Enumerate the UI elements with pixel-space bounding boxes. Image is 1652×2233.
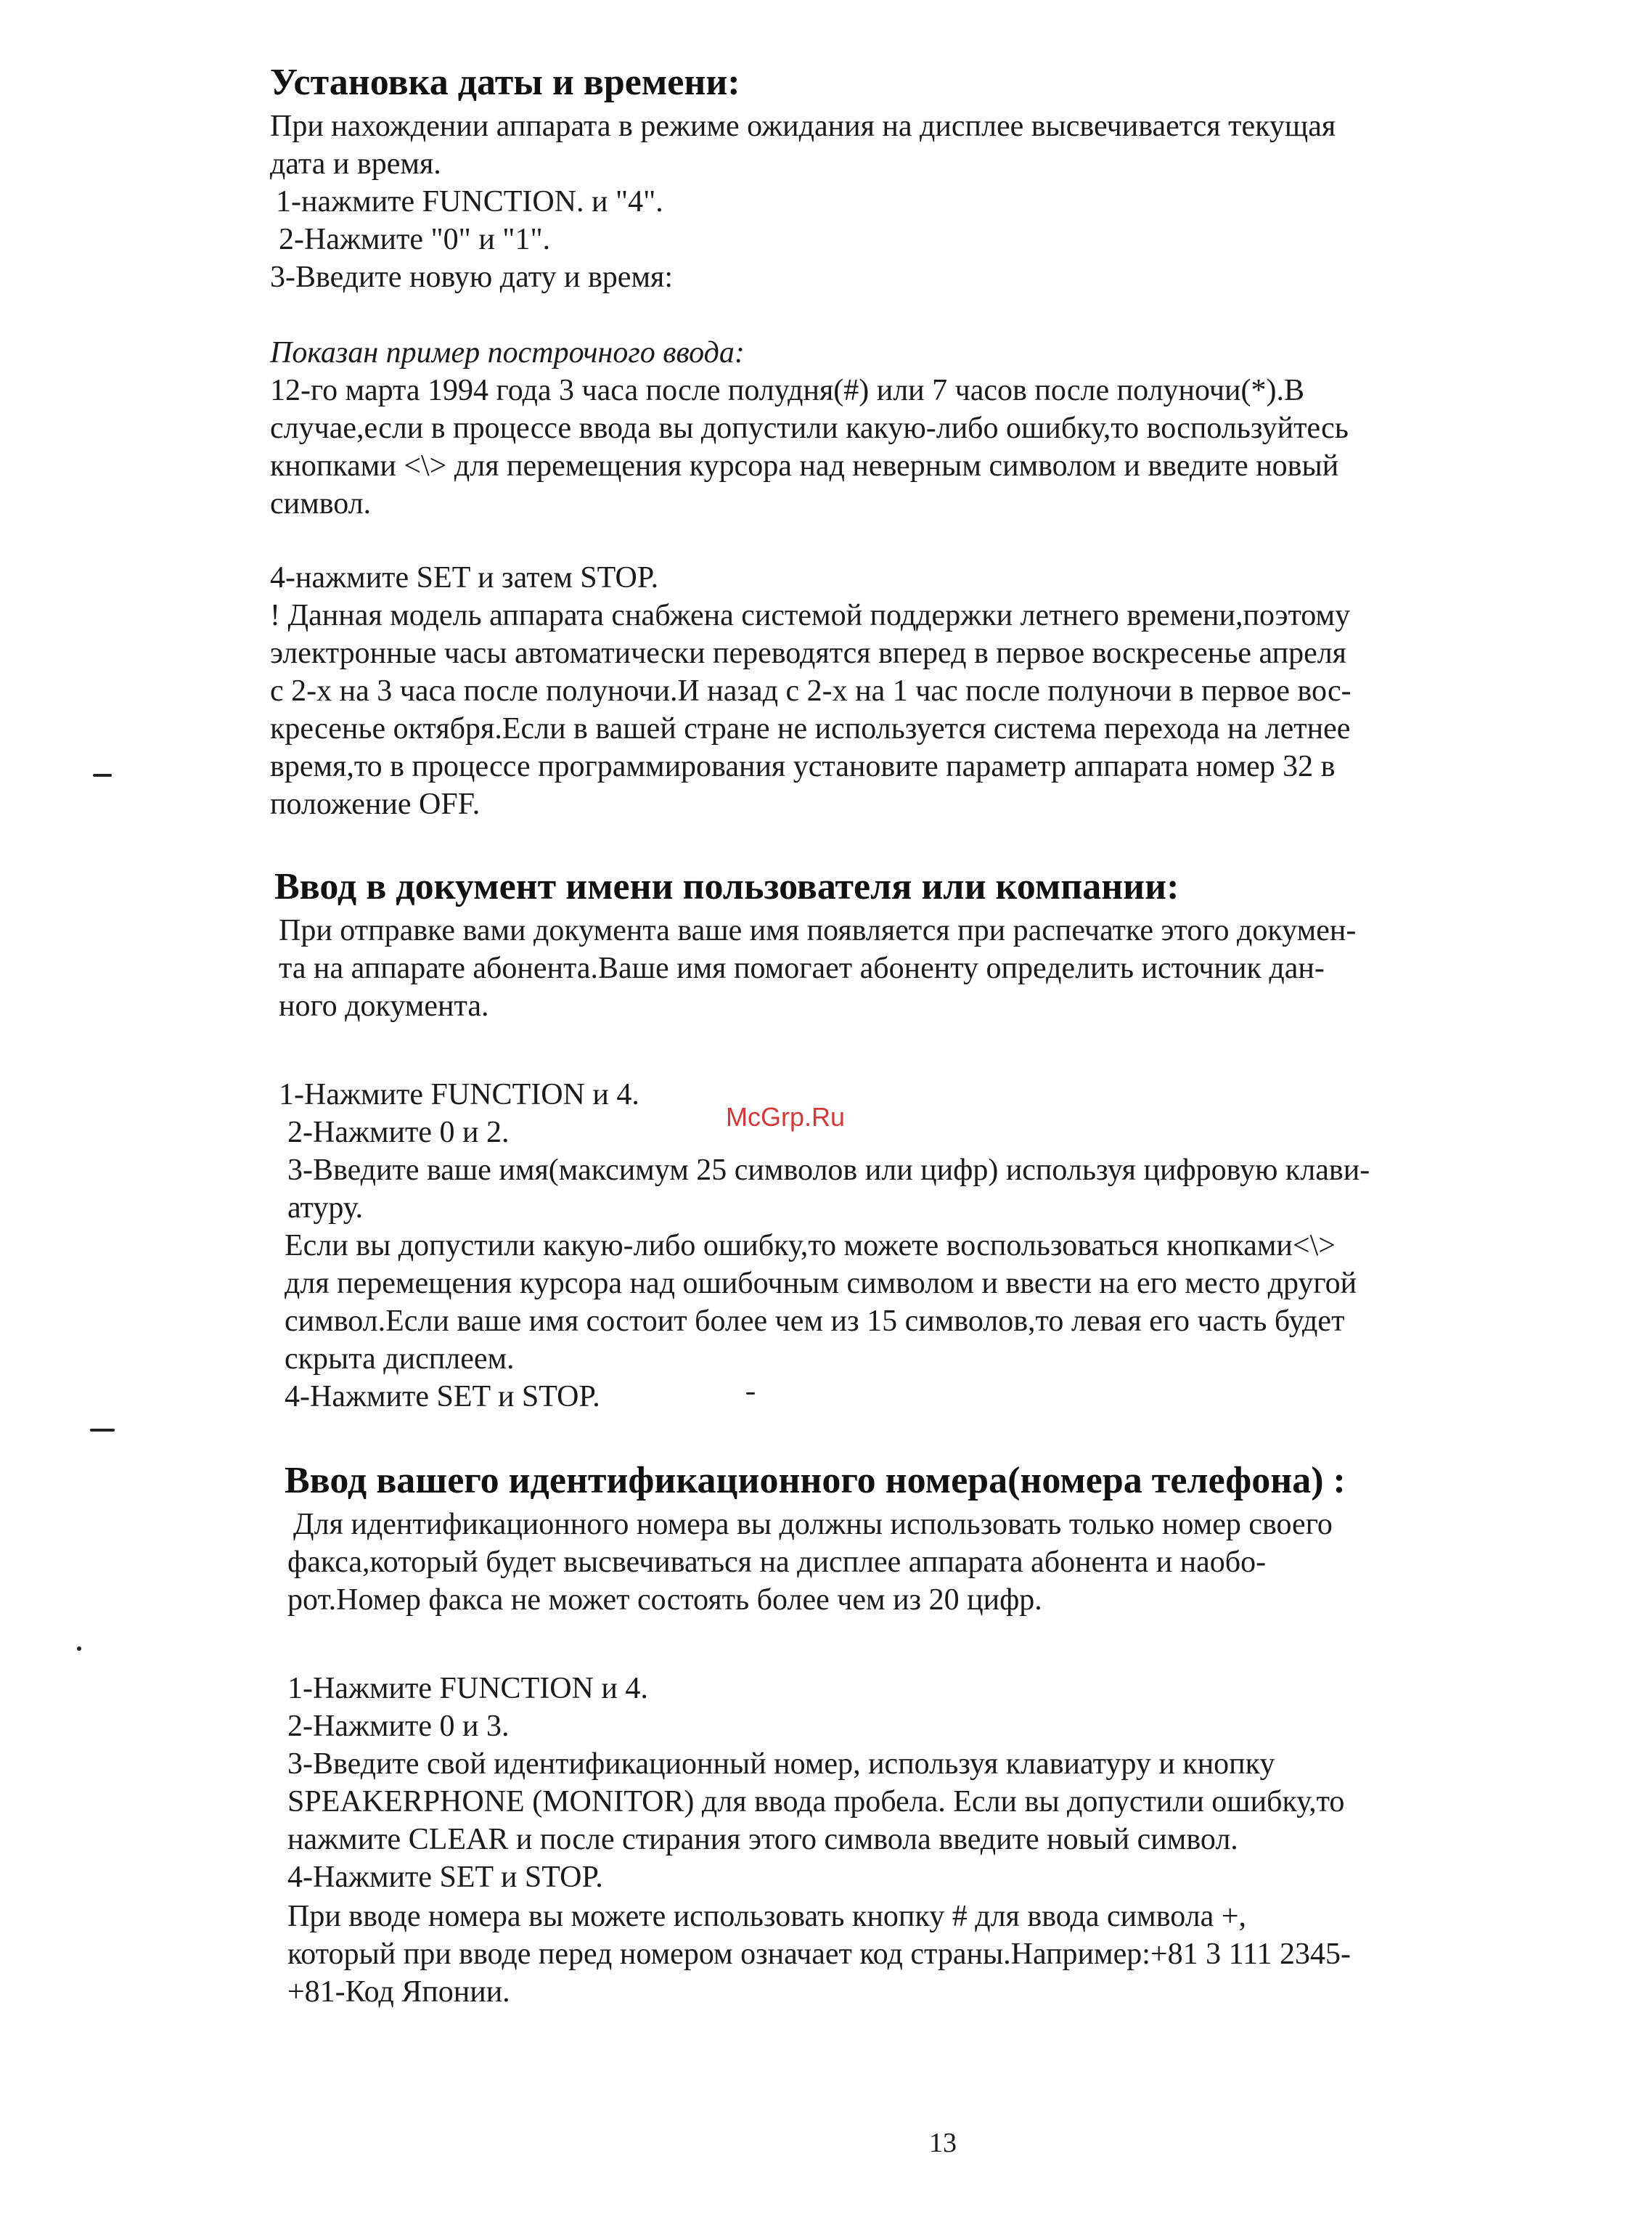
step-line: 1-нажмите FUNCTION. и "4". xyxy=(276,185,663,219)
paragraph-line: При отправке вами документа ваше имя появляется при распечатке этого докумен- xyxy=(279,914,1357,947)
step-line: 4-Нажмите SET и STOP. xyxy=(287,1861,603,1894)
step-line: 2-Нажмите 0 и 3. xyxy=(287,1710,510,1743)
step-line: 2-Нажмите "0" и "1". xyxy=(279,223,551,256)
scan-speck xyxy=(93,774,112,777)
paragraph-line: +81-Код Японии. xyxy=(287,1975,510,2009)
scan-speck xyxy=(746,1392,755,1395)
paragraph-line: скрыта дисплеем. xyxy=(285,1342,515,1376)
paragraph-line: рот.Номер факса не может состоять более чем из 20 цифр. xyxy=(287,1583,1042,1617)
paragraph-line: символ. xyxy=(270,487,372,521)
paragraph-line: с 2-х на 3 часа после полуночи.И назад с 2-х на 1 час после полуночи в первое вос- xyxy=(270,674,1352,708)
paragraph-line: для перемещения курсора над ошибочным символом и ввести на его место другой xyxy=(285,1267,1357,1300)
paragraph-line: который при вводе перед номером означает код страны.Например:+81 3 111 2345- xyxy=(287,1938,1351,1971)
paragraph-line: Для идентификационного номера вы должны использовать только номер своего xyxy=(293,1508,1333,1541)
paragraph-line: При вводе номера вы можете использовать кнопку # для ввода символа +, xyxy=(287,1900,1247,1933)
paragraph-line: SPEAKERPHONE (MONITOR) для ввода пробела. Если вы допустили ошибку,то xyxy=(287,1785,1345,1818)
paragraph-line: электронные часы автоматически переводятся вперед в первое воскресенье апреля xyxy=(270,637,1347,670)
paragraph-line: При нахождении аппарата в режиме ожидания на дисплее высвечивается текущая xyxy=(270,110,1336,143)
step-line: 4-нажмите SET и затем STOP. xyxy=(270,561,659,595)
paragraph-line: атуру. xyxy=(287,1191,364,1225)
section-heading-date-time: Установка даты и времени: xyxy=(270,62,740,103)
step-line: 1-Нажмите FUNCTION и 4. xyxy=(287,1672,648,1705)
scan-speck xyxy=(90,1429,115,1432)
step-line: 2-Нажмите 0 и 2. xyxy=(287,1116,510,1149)
paragraph-line: время,то в процессе программирования установите параметр аппарата номер 32 в xyxy=(270,750,1336,783)
paragraph-line: дата и время. xyxy=(270,147,441,181)
paragraph-line: та на аппарате абонента.Ваше имя помогает абоненту определить источник дан- xyxy=(279,952,1325,985)
scan-speck xyxy=(77,1646,81,1651)
paragraph-line: случае,если в процессе ввода вы допустили какую-либо ошибку,то воспользуйтесь xyxy=(270,412,1349,445)
paragraph-line: 12-го марта 1994 года 3 часа после полудня(#) или 7 часов после полуночи(*).В xyxy=(270,374,1305,407)
watermark-text: McGrp.Ru xyxy=(726,1102,846,1132)
paragraph-line: кресенье октября.Если в вашей стране не используется система перехода на летнее xyxy=(270,712,1351,746)
step-line: 3-Введите ваше имя(максимум 25 символов или цифр) используя цифровую клави- xyxy=(287,1154,1370,1187)
paragraph-line: ! Данная модель аппарата снабжена системой поддержки летнего времени,поэтому xyxy=(270,599,1351,632)
paragraph-line: символ.Если ваше имя состоит более чем из 15 символов,то левая его часть будет xyxy=(285,1305,1345,1338)
section-heading-id-number: Ввод вашего идентификационного номера(номера телефона) : xyxy=(285,1460,1346,1501)
paragraph-line: положение OFF. xyxy=(270,788,481,821)
step-line: 3-Введите свой идентификационный номер, используя клавиатуру и кнопку xyxy=(287,1747,1275,1781)
paragraph-line: факса,который будет высвечиваться на дисплее аппарата абонента и наобо- xyxy=(287,1546,1267,1579)
paragraph-line: нажмите CLEAR и после стирания этого символа введите новый символ. xyxy=(287,1823,1238,1856)
step-line: 4-Нажмите SET и STOP. xyxy=(285,1380,600,1413)
paragraph-line: кнопками <\> для перемещения курсора над неверным символом и введите новый xyxy=(270,449,1339,483)
step-line: 3-Введите новую дату и время: xyxy=(270,261,674,294)
section-heading-user-name: Ввод в документ имени пользователя или компании: xyxy=(274,866,1179,907)
paragraph-line: ного документа. xyxy=(279,989,489,1023)
step-line: 1-Нажмите FUNCTION и 4. xyxy=(279,1078,639,1111)
page-number: 13 xyxy=(929,2128,957,2158)
paragraph-line: Если вы допустили какую-либо ошибку,то можете воспользоваться кнопками<\> xyxy=(285,1229,1336,1262)
example-caption: Показан пример построчного ввода: xyxy=(270,336,745,370)
